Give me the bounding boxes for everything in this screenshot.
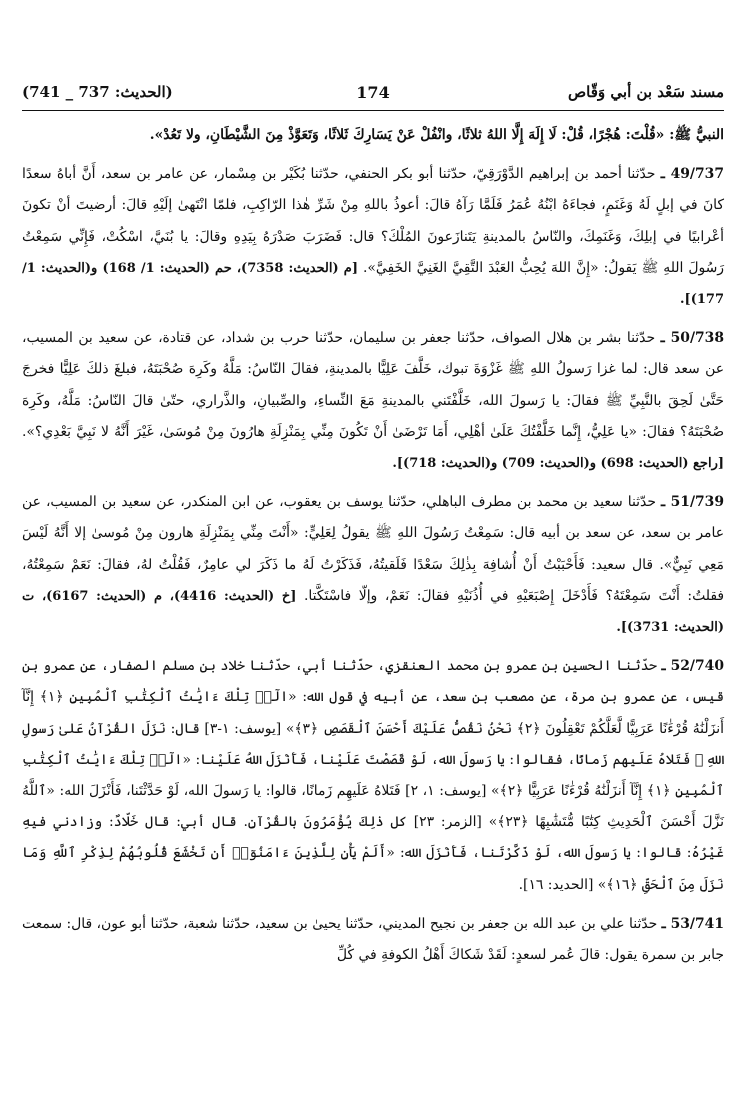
- hadith-741: [22, 909, 724, 971]
- hadith-number: 53/741 ـ: [661, 915, 724, 932]
- hadith-text: حدّثنا بشر بن هلال الصواف، حدّثنا جعفر بن سليمان، حدّثنا حرب بن شداد، عن قتادة، عن سعيد بن المسيب، عن سعد قال: لما غزا رَسولُ اللهِ ﷺ غَزْوَةَ تبوك، خَلَّفَ عَلِيًّا بالمدينةِ، فقالَ النّاسُ: مَلَّهُ وكَرِهَ صُحْبَتَهُ، فبلغَ ذلكَ عَلِيًّا فخرجَ حَتَّىٰ لَحِقَ بالنَّبِيِّ ﷺ فقالَ: يا رَسولَ الله، خَلَّفْتَني بالمدينةِ مَعَ النِّساءِ، والصِّبيانِ، والذَّراري، حتّىٰ قالَ النّاسُ: مَلَّهُ، وكَرِهَ صُحْبَتَهُ؟ فقالَ: «يا عَلِيُّ، إِنَّما خَلَّفْتُكَ عَلَىٰ أهْلِي، أَمَا تَرْضَىٰ أَنْ تَكُونَ مِنِّي بِمَنْزِلَةِ هارُونَ مِنْ مُوسَىٰ، غَيْرَ أَنَّهُ لا نَبِيَّ بَعْدِي؟».: [22, 330, 724, 440]
- hadith-738: [22, 323, 724, 479]
- page-body: [22, 120, 724, 979]
- hadith-number: 52/740 ـ: [661, 658, 724, 675]
- running-title: مسند سَعْد بن أبي وَقّاص: [568, 83, 724, 101]
- hadith-text: حدّثنا سعيد بن محمد بن مطرف الباهلي، حدّثنا يوسف بن يعقوب، عن ابن المنكدر، عن سعيد بن المسيب، عن عامر بن سعد، عن سعد بن أبيه قال: سَمِعْتُ رَسُولَ اللهِ ﷺ يقولُ لِعَلِيٍّ: «أَنْتَ مِنِّي بِمَنْزِلَةِ هارون مِنْ مُوسىٰ إلا أَنَّهُ لَيْسَ مَعِي نَبِيٌّ». قال سعيد: فَأَحْبَبْتُ أَنْ أُشافِهَ بِذٰلِكَ سَعْدًا فَلَقيتُهُ، فَذَكَرْتُ لَهُ ما ذَكَرَ لي عامِرٌ، فَقُلْتُ لهُ، فقالَ: نَعَمْ سَمِعْتُهُ، فقلتُ: أَنْتَ سَمِعْتَهُ؟ فَأَدْخَلَ إِصْبَعَيْهِ في أُذُنَيْهِ فقالَ: نَعَمْ، وإلّا فاسْتَكَّتا.: [22, 494, 724, 604]
- hadith-number: 50/738 ـ: [660, 330, 725, 347]
- hadith-740: [22, 651, 724, 901]
- hadith-number: 51/739 ـ: [661, 494, 725, 511]
- hadith-739: [22, 487, 724, 643]
- hadith-reference: [خ (الحديث: 4416)، م (الحديث: 6167)، ت (الحديث: 3731)].: [22, 588, 724, 636]
- hadith-text: حدّثنا الحسين بن عمرو بن محمد العنقزي، حدّثنا أبي، حدّثنا خلاد بن مسلم الصفار، عن عمرو بن قيس، عن عمرو بن مرة، عن مصعب بن سعد، عن أبيه في قول الله: «الٓرۚ تِلْكَ ءَايَٰتُ ٱلْكِتَٰبِ ٱلْمُبِينِ ﴿١﴾ إِنَّآ أَنزَلْنَٰهُ قُرْءَٰنًا عَرَبِيًّا لَّعَلَّكُمْ تَعْقِلُونَ ﴿٢﴾ نَحْنُ نَقُصُّ عَلَيْكَ أَحْسَنَ ٱلْقَصَصِ ﴿٣﴾» [يوسف: ١-٣] قال: نَزَلَ القُرْآنُ عَلىٰ رَسولِ اللهِ ﷺ فَتَلاهُ عَلَيهم زَمانًا، فقالوا: يا رَسولَ الله، لَوْ قَصَصْتَ عَلَيْنا، فَأَنْزَلَ اللهُ عَلَيْنا: «الٓرۚ تِلْكَ ءَايَٰتُ ٱلْكِتَٰبِ ٱلْمُبِينِ ﴿١﴾ إِنَّآ أَنزَلْنَٰهُ قُرْءَٰنًا عَرَبِيًّا ﴿٢﴾» [يوسف: ١، ٢] فَتَلاهُ عَلَيهِم زَمانًا، قالوا: يا رَسولَ الله، لَوْ حَدَّثْتَنا، فَأَنْزَلَ الله: «ٱللَّهُ نَزَّلَ أَحْسَنَ ٱلْحَدِيثِ كِتَٰبًا مُّتَشَٰبِهًا ﴿٢٣﴾» [الزمر: ٢٣] كل ذٰلِكَ يُؤْمَرُونَ بالقُرْآنِ. قال أبي: قال خَلّادٌ: وزادني فيهِ غَيْرُهُ: قالوا: يا رَسولَ الله، لَوْ ذَكَّرْتَنا، فَأَنْزَلَ الله: «أَلَمْ يَأْنِ لِلَّذِينَ ءَامَنُوٓا۟ أَن تَخْشَعَ قُلُوبُهُمْ لِذِكْرِ ٱللَّهِ وَمَا نَزَلَ مِنَ ٱلْحَقِّ ﴿١٦﴾» [الحديد: ١٦].: [22, 658, 724, 893]
- hadith-text: حدّثنا أحمد بن إبراهيم الدَّوْرَقِيّ، حدّثنا أبو بكر الحنفي، حدّثنا بُكَيْر بن مِسْمار، عن عامر بن سعد، أَنَّ أباهُ سعدًا كانَ في إبلٍ لَهُ وَغَنَمٍ، فجاءَهُ ابْنُهُ عُمَرُ فَلَمَّا رَآهُ قالَ: أعوذُ باللهِ مِنْ شَرِّ هٰذا الرّاكِبِ، فلمّا انْتَهىٰ إلَيْهِ قالَ: أرضيتَ أنْ تكونَ أعْرابيًا في إبلِكَ، وَغَنَمِكَ، والنّاسُ بالمدينةِ يَتَنازَعونَ المُلْكَ؟ قال: فَضَرَبَ صَدْرَهُ بِيَدِهِ وقالَ: يا بُنَيَّ، اسْكُتْ، فَإِنِّي سَمِعْتُ رَسُولَ اللهِ ﷺ يَقولُ: «إِنَّ اللهَ يُحِبُّ العَبْدَ التَّقِيَّ الغَنِيَّ الخَفِيَّ».: [22, 166, 725, 276]
- page-number: 174: [356, 82, 390, 102]
- hadith-reference: [م (الحديث: 7358)، حم (الحديث: 1/ 168) و(الحديث: 1/ 177)].: [22, 260, 724, 308]
- hadith-reference: [راجع (الحديث: 698) و(الحديث: 709) و(الحديث: 718)].: [392, 456, 724, 472]
- hadith-text: حدّثنا علي بن عبد الله بن جعفر بن نجيح المديني، حدّثنا يحيىٰ بن سعيد، حدّثنا شعبة، حدّثنا أبو عون، قال: سمعت جابر بن سمرة يقول: قالَ عُمر لسعدٍ: لَقَدْ شَكاكَ أَهْلُ الكوفةِ في كُلِّ: [22, 915, 724, 964]
- hadith-range: (الحديث: 737 _ 741): [22, 83, 173, 101]
- page-header: [22, 74, 724, 111]
- hadith-number: 49/737 ـ: [660, 166, 724, 183]
- hadith-737: [22, 159, 724, 315]
- continuation-text: النبيُّ ﷺ: «قُلْتَ: هُجْرًا، قُلْ: لَا إِلَهَ إِلَّا اللهُ ثلاثًا، وانْفُلْ عَنْ يَسَارِكَ ثَلاثًا، وَتَعَوَّذْ مِنَ الشَّيْطَانِ، ولا تَعُدْ».: [149, 127, 724, 143]
